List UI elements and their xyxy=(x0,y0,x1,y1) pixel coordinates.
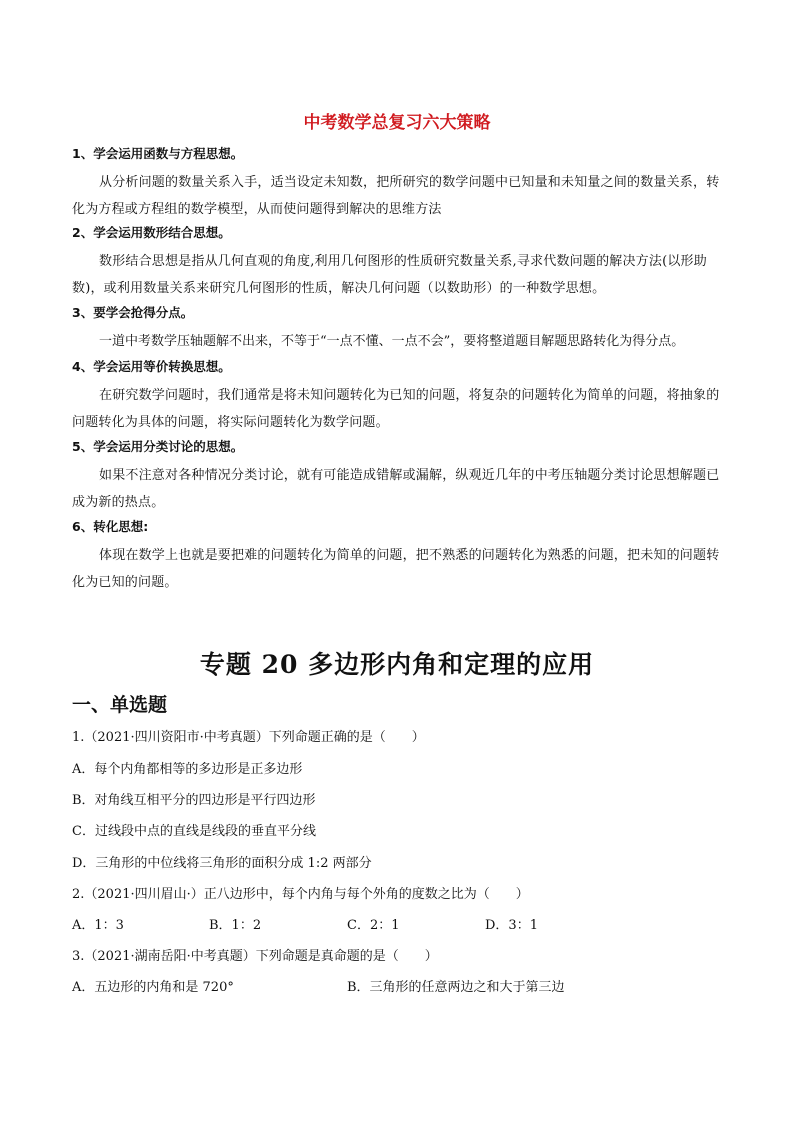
question-2-stem: 2.（2021·四川眉山·）正八边形中，每个内角与每个外角的度数之比为（ ） xyxy=(72,887,529,902)
question-2-option-c: C．2：1 xyxy=(347,918,400,933)
question-2-option-b: B．1：2 xyxy=(209,918,262,933)
question-3-option-a: A．五边形的内角和是 720° xyxy=(72,980,234,995)
section-heading: 5、学会运用分类讨论的思想。 xyxy=(72,439,244,454)
question-1-stem: 1.（2021·四川资阳市·中考真题）下列命题正确的是（ ） xyxy=(72,730,425,745)
question-1-option-a: A．每个内角都相等的多边形是正多边形 xyxy=(72,762,303,777)
section-body: 数形结合思想是指从几何直观的角度,利用几何图形的性质研究数量关系,寻求代数问题的解决方法(以形助数)，或利用数量关系来研究几何图形的性质，解决几何问题（以数助形）的一种数学思想。 xyxy=(72,254,707,296)
question-1-option-d: D．三角形的中位线将三角形的面积分成 1:2 两部分 xyxy=(72,856,372,871)
section-body: 一道中考数学压轴题解不出来，不等于“一点不懂、一点不会”，要将整道题目解题思路转化为得分点。 xyxy=(99,334,685,349)
question-1-option-b: B．对角线互相平分的四边形是平行四边形 xyxy=(72,793,316,808)
section-body: 如果不注意对各种情况分类讨论，就有可能造成错解或漏解，纵观近几年的中考压轴题分类讨论思想解题已成为新的热点。 xyxy=(72,468,720,510)
strategy-title: 中考数学总复习六大策略 xyxy=(303,113,491,133)
strategy-section-2 xyxy=(72,224,724,302)
section-body: 在研究数学问题时，我们通常是将未知问题转化为已知的问题，将复杂的问题转化为简单的问题，将抽象的问题转化为具体的问题，将实际问题转化为数学问题。 xyxy=(72,388,720,430)
section-heading: 3、要学会抢得分点。 xyxy=(72,305,194,320)
part-title: 一、单选题 xyxy=(72,694,168,716)
strategy-section-3 xyxy=(72,304,724,355)
section-body: 从分析问题的数量关系入手，适当设定未知数，把所研究的数学问题中已知量和未知量之间的数量关系，转化为方程或方程组的数学模型，从而使问题得到解决的思维方法 xyxy=(72,175,720,217)
question-1-option-c: C．过线段中点的直线是线段的垂直平分线 xyxy=(72,824,316,839)
topic-title: 专题 20 多边形内角和定理的应用 xyxy=(199,650,595,679)
question-2-option-d: D．3：1 xyxy=(485,918,538,933)
question-2-option-a: A．1：3 xyxy=(72,918,124,933)
section-heading: 2、学会运用数形结合思想。 xyxy=(72,225,231,240)
strategy-section-4 xyxy=(72,358,724,436)
strategy-section-6 xyxy=(72,518,724,596)
strategy-section-1 xyxy=(72,145,724,223)
section-heading: 1、学会运用函数与方程思想。 xyxy=(72,146,244,161)
section-heading: 4、学会运用等价转换思想。 xyxy=(72,359,231,374)
question-3-option-b: B．三角形的任意两边之和大于第三边 xyxy=(347,980,565,995)
strategy-section-5 xyxy=(72,438,724,516)
section-body: 体现在数学上也就是要把难的问题转化为简单的问题，把不熟悉的问题转化为熟悉的问题，把未知的问题转化为已知的问题。 xyxy=(72,548,720,590)
question-3-stem: 3.（2021·湖南岳阳·中考真题）下列命题是真命题的是（ ） xyxy=(72,949,438,964)
section-heading: 6、转化思想: xyxy=(72,519,149,534)
